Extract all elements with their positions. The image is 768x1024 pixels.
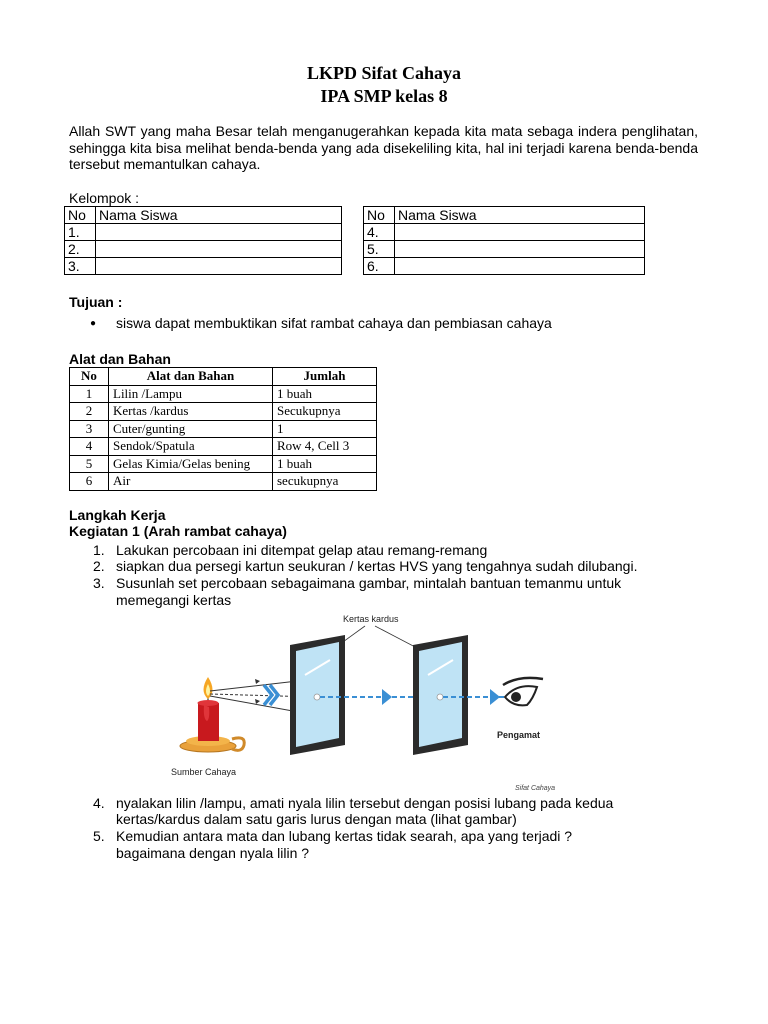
table-cell-nama[interactable] [395, 241, 645, 258]
table-cell-alat: Cuter/gunting [109, 420, 273, 438]
intro-paragraph: Allah SWT yang maha Besar telah menganugerahkan kepada kita mata sebaga indera penglihatan, sehingga kita bisa melihat benda-benda yang ada disekeliling kita, hal ini terjadi karena benda-benda tersebut memantulkan cahaya. [69, 123, 698, 172]
step-number: 5. [93, 828, 105, 844]
table-row [70, 438, 377, 456]
table-cell-jumlah: 1 buah [273, 385, 377, 403]
figure-caption: Sifat Cahaya [515, 785, 556, 792]
table-row [364, 241, 645, 258]
table-cell-nama[interactable] [96, 258, 342, 275]
step-text: Susunlah set percobaan sebagaimana gambar, mintalah bantuan temanmu untuk [116, 575, 622, 591]
bullet-icon: ● [90, 318, 97, 329]
table-row [70, 368, 377, 386]
step-number: 4. [93, 795, 105, 811]
step-number: 3. [93, 575, 105, 591]
step-text: nyalakan lilin /lampu, amati nyala lilin tersebut dengan posisi lubang pada kedua [116, 795, 614, 811]
table-header-no: No [364, 207, 395, 224]
eye-icon [503, 678, 543, 705]
table-cell-no: 4 [70, 438, 109, 456]
tujuan-heading: Tujuan : [69, 294, 123, 310]
langkah-heading: Langkah Kerja [69, 507, 166, 523]
hole-1 [314, 694, 320, 700]
table-cell-no: 2 [70, 403, 109, 421]
table-header-no: No [65, 207, 96, 224]
step-number: 2. [93, 558, 105, 574]
kegiatan-heading: Kegiatan 1 (Arah rambat cahaya) [69, 523, 287, 539]
table-cell-no: 1 [70, 385, 109, 403]
table-header-no: No [70, 368, 109, 386]
step-text: Lakukan percobaan ini ditempat gelap atau remang-remang [116, 542, 488, 558]
step-text-continued: kertas/kardus dalam satu garis lurus dengan mata (lihat gambar) [116, 811, 517, 827]
group-table-right [363, 206, 645, 275]
table-row [65, 207, 342, 224]
table-cell-nama[interactable] [395, 258, 645, 275]
table-row [65, 241, 342, 258]
alat-table [69, 367, 377, 491]
table-cell-no: 5. [364, 241, 395, 258]
table-cell-no: 1. [65, 224, 96, 241]
page-title: LKPD Sifat Cahaya [306, 63, 461, 83]
tujuan-item: siswa dapat membuktikan sifat rambat cahaya dan pembiasan cahaya [116, 315, 552, 331]
table-header-jumlah: Jumlah [273, 368, 377, 386]
table-cell-nama[interactable] [96, 224, 342, 241]
step-text-continued: bagaimana dengan nyala lilin ? [116, 845, 310, 861]
table-cell-no: 4. [364, 224, 395, 241]
table-row [364, 224, 645, 241]
table-cell-no: 2. [65, 241, 96, 258]
label-kertas-kardus: Kertas kardus [343, 614, 399, 624]
table-cell-alat: Gelas Kimia/Gelas bening [109, 455, 273, 473]
table-cell-nama[interactable] [395, 224, 645, 241]
table-header-nama: Nama Siswa [395, 207, 645, 224]
step-number: 1. [93, 542, 105, 558]
step-text: Kemudian antara mata dan lubang kertas tidak searah, apa yang terjadi ? [116, 828, 573, 844]
table-row [70, 403, 377, 421]
kelompok-label: Kelompok : [69, 190, 140, 206]
table-cell-alat: Lilin /Lampu [109, 385, 273, 403]
table-cell-jumlah: Row 4, Cell 3 [273, 438, 377, 456]
table-row [364, 207, 645, 224]
table-cell-alat: Sendok/Spatula [109, 438, 273, 456]
table-cell-no: 5 [70, 455, 109, 473]
table-header-alat: Alat dan Bahan [109, 368, 273, 386]
table-row [70, 385, 377, 403]
page-subtitle: IPA SMP kelas 8 [320, 86, 448, 106]
table-cell-no: 6 [70, 473, 109, 491]
hole-2 [437, 694, 443, 700]
table-row [70, 473, 377, 491]
experiment-figure [160, 605, 565, 793]
table-cell-no: 6. [364, 258, 395, 275]
table-cell-jumlah: 1 buah [273, 455, 377, 473]
table-header-nama: Nama Siswa [96, 207, 342, 224]
arrow-right-icon [490, 689, 500, 705]
table-cell-jumlah: Secukupnya [273, 403, 377, 421]
step-text-continued: memegangi kertas [116, 592, 232, 608]
table-cell-no: 3. [65, 258, 96, 275]
table-row [70, 420, 377, 438]
arrow-right-icon [382, 689, 392, 705]
table-row [65, 224, 342, 241]
alat-heading: Alat dan Bahan [69, 351, 171, 367]
table-row [364, 258, 645, 275]
cardboard-frame-2 [413, 635, 468, 755]
label-sumber-cahaya: Sumber Cahaya [171, 767, 237, 777]
table-row [65, 258, 342, 275]
table-cell-jumlah: secukupnya [273, 473, 377, 491]
table-cell-alat: Air [109, 473, 273, 491]
table-cell-alat: Kertas /kardus [109, 403, 273, 421]
table-row [70, 455, 377, 473]
table-cell-nama[interactable] [96, 241, 342, 258]
group-table-left [64, 206, 342, 275]
table-cell-jumlah: 1 [273, 420, 377, 438]
step-text: siapkan dua persegi kartun seukuran / kertas HVS yang tengahnya sudah dilubangi. [116, 558, 638, 574]
cardboard-frame-1 [290, 635, 345, 755]
table-cell-no: 3 [70, 420, 109, 438]
label-pengamat: Pengamat [497, 730, 541, 740]
